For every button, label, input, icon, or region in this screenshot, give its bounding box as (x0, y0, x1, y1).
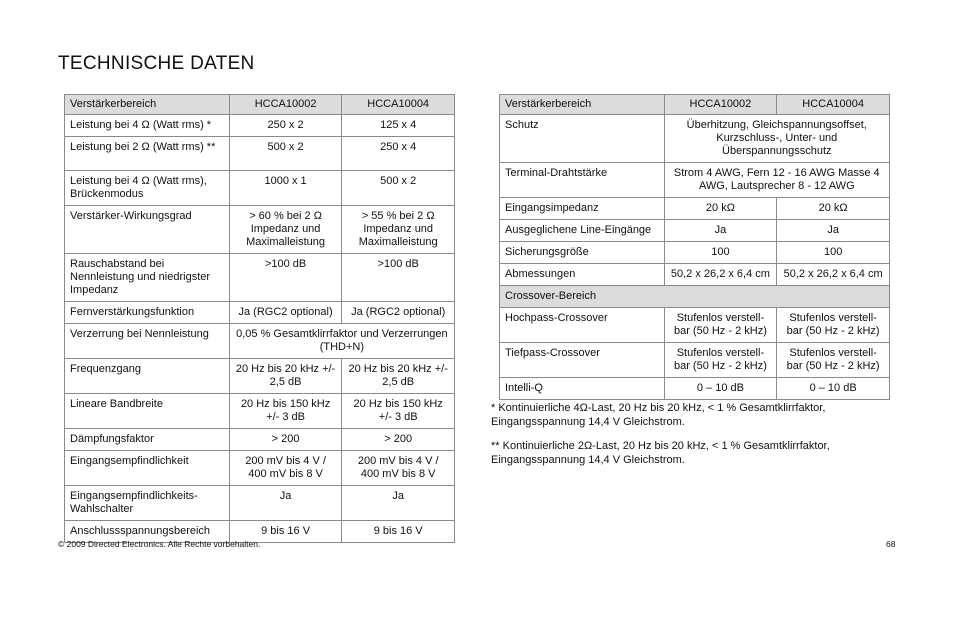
table-row (500, 115, 890, 163)
row-label: Fernverstärkungsfunktion (65, 302, 230, 324)
table-row (65, 206, 455, 254)
value-cell-hcca10002: 20 Hz bis 20 kHz +/- 2,5 dB (229, 359, 342, 394)
value-cell-hcca10004: Stufenlos verstell-bar (50 Hz - 2 kHz) (777, 308, 890, 343)
value-cell-hcca10004: 200 mV bis 4 V / 400 mV bis 8 V (342, 451, 455, 486)
value-cell-hcca10004: Ja (777, 220, 890, 242)
row-label: Eingangsempfindlichkeit (65, 451, 230, 486)
value-cell-hcca10004: Ja (342, 486, 455, 521)
row-label: Anschlussspannungsbereich (65, 521, 230, 543)
value-cell-hcca10002: > 200 (229, 429, 342, 451)
footnote: ** Kontinuierliche 2Ω-Last, 20 Hz bis 20 kHz, < 1 % Gesamtklirrfaktor, Eingangsspannung 14,4 V Gleichstrom. (491, 440, 830, 466)
table-row (500, 198, 890, 220)
column-header: HCCA10002 (664, 95, 777, 115)
section-label: Crossover-Bereich (500, 286, 890, 308)
value-cell-hcca10002: Ja (RGC2 optional) (229, 302, 342, 324)
value-cell-hcca10004: > 200 (342, 429, 455, 451)
row-label: Verstärker-Wirkungsgrad (65, 206, 230, 254)
table-row (65, 302, 455, 324)
table-row (65, 451, 455, 486)
table-row (500, 264, 890, 286)
copyright-footer: © 2009 Directed Electronics. Alle Rechte vorbehalten. (58, 539, 261, 549)
spec-table-right (499, 94, 890, 400)
value-cell-hcca10002: 20 kΩ (664, 198, 777, 220)
footnotes (491, 402, 891, 478)
row-label: Abmessungen (500, 264, 665, 286)
value-cell-hcca10004: 250 x 4 (342, 137, 455, 171)
table-row (500, 378, 890, 400)
table-row (65, 324, 455, 359)
value-cell-hcca10002: 100 (664, 242, 777, 264)
table-row (65, 254, 455, 302)
footnote: * Kontinuierliche 4Ω-Last, 20 Hz bis 20 kHz, < 1 % Gesamtklirrfaktor, Eingangsspannung 14,4 V Gleichstrom. (491, 402, 826, 428)
table-row (500, 242, 890, 264)
value-cell-hcca10004: 9 bis 16 V (342, 521, 455, 543)
value-cell-hcca10004: 100 (777, 242, 890, 264)
table-row (65, 394, 455, 429)
row-label: Eingangsempfindlichkeits-Wahlschalter (65, 486, 230, 521)
value-cell-hcca10004: 20 Hz bis 20 kHz +/- 2,5 dB (342, 359, 455, 394)
value-cell-hcca10002: Ja (664, 220, 777, 242)
column-header: HCCA10004 (342, 95, 455, 115)
value-cell-hcca10002: 20 Hz bis 150 kHz +/- 3 dB (229, 394, 342, 429)
row-label: Ausgeglichene Line-Eingänge (500, 220, 665, 242)
row-label: Verzerrung bei Nennleistung (65, 324, 230, 359)
row-label: Rauschabstand bei Nennleistung und niedrigster Impedanz (65, 254, 230, 302)
row-label: Terminal-Drahtstärke (500, 163, 665, 198)
value-cell-hcca10002: > 60 % bei 2 Ω Impedanz und Maximalleistung (229, 206, 342, 254)
shared-value-cell: 0,05 % Gesamtklirrfaktor und Verzerrungen (THD+N) (229, 324, 454, 359)
table-row (65, 171, 455, 206)
table-row (65, 429, 455, 451)
value-cell-hcca10004: >100 dB (342, 254, 455, 302)
column-header: Verstärkerbereich (500, 95, 665, 115)
column-header: Verstärkerbereich (65, 95, 230, 115)
value-cell-hcca10002: 9 bis 16 V (229, 521, 342, 543)
row-label: Lineare Bandbreite (65, 394, 230, 429)
row-label: Tiefpass-Crossover (500, 343, 665, 378)
row-label: Dämpfungsfaktor (65, 429, 230, 451)
value-cell-hcca10002: 1000 x 1 (229, 171, 342, 206)
page-number: 68 (886, 539, 896, 549)
table-row (65, 486, 455, 521)
value-cell-hcca10004: > 55 % bei 2 Ω Impedanz und Maximalleistung (342, 206, 455, 254)
value-cell-hcca10004: 20 Hz bis 150 kHz +/- 3 dB (342, 394, 455, 429)
page-title: TECHNISCHE DATEN (58, 53, 255, 74)
row-label: Frequenzgang (65, 359, 230, 394)
row-label: Leistung bei 2 Ω (Watt rms) ** (65, 137, 230, 171)
value-cell-hcca10004: 0 – 10 dB (777, 378, 890, 400)
value-cell-hcca10002: 200 mV bis 4 V / 400 mV bis 8 V (229, 451, 342, 486)
value-cell-hcca10004: Stufenlos verstell-bar (50 Hz - 2 kHz) (777, 343, 890, 378)
value-cell-hcca10002: 500 x 2 (229, 137, 342, 171)
row-label: Leistung bei 4 Ω (Watt rms), Brückenmodus (65, 171, 230, 206)
spec-table-left (64, 94, 455, 543)
value-cell-hcca10004: Ja (RGC2 optional) (342, 302, 455, 324)
value-cell-hcca10004: 20 kΩ (777, 198, 890, 220)
table-row (65, 359, 455, 394)
row-label: Schutz (500, 115, 665, 163)
row-label: Hochpass-Crossover (500, 308, 665, 343)
table-row (65, 115, 455, 137)
table-row (500, 220, 890, 242)
row-label: Intelli-Q (500, 378, 665, 400)
value-cell-hcca10004: 50,2 x 26,2 x 6,4 cm (777, 264, 890, 286)
column-header: HCCA10002 (229, 95, 342, 115)
table-row (500, 343, 890, 378)
value-cell-hcca10002: 50,2 x 26,2 x 6,4 cm (664, 264, 777, 286)
value-cell-hcca10002: 0 – 10 dB (664, 378, 777, 400)
shared-value-cell: Überhitzung, Gleichspannungsoffset, Kurzschluss-, Unter- und Überspannungsschutz (664, 115, 889, 163)
value-cell-hcca10002: Stufenlos verstell-bar (50 Hz - 2 kHz) (664, 343, 777, 378)
value-cell-hcca10002: 250 x 2 (229, 115, 342, 137)
column-header: HCCA10004 (777, 95, 890, 115)
table-row (65, 137, 455, 171)
table-row (500, 163, 890, 198)
shared-value-cell: Strom 4 AWG, Fern 12 - 16 AWG Masse 4 AWG, Lautsprecher 8 - 12 AWG (664, 163, 889, 198)
value-cell-hcca10004: 500 x 2 (342, 171, 455, 206)
section-row (500, 286, 890, 308)
row-label: Leistung bei 4 Ω (Watt rms) * (65, 115, 230, 137)
value-cell-hcca10004: 125 x 4 (342, 115, 455, 137)
value-cell-hcca10002: Ja (229, 486, 342, 521)
row-label: Sicherungsgröße (500, 242, 665, 264)
value-cell-hcca10002: >100 dB (229, 254, 342, 302)
table-row (500, 308, 890, 343)
value-cell-hcca10002: Stufenlos verstell-bar (50 Hz - 2 kHz) (664, 308, 777, 343)
row-label: Eingangsimpedanz (500, 198, 665, 220)
